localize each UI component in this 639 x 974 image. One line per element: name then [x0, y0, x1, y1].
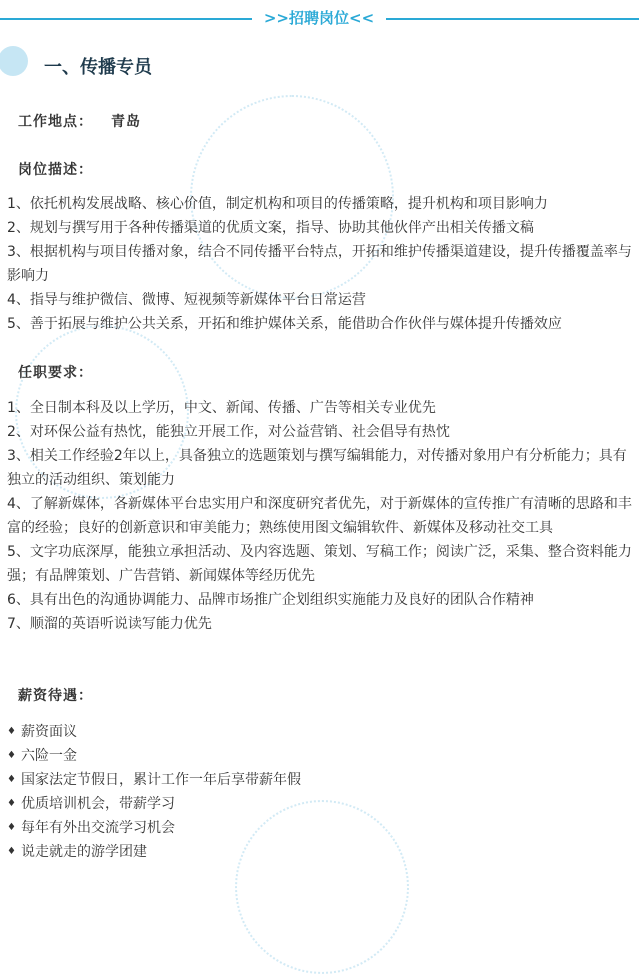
benefit-text: 优质培训机会，带薪学习	[21, 796, 175, 812]
list-item	[7, 816, 633, 840]
list-item: 3、相关工作经验2年以上，具备独立的选题策划与撰写编辑能力，对传播对象用户有分析能力；具有独立的活动组织、策划能力	[7, 448, 627, 488]
benefit-text: 国家法定节假日，累计工作一年后享带薪年假	[21, 772, 301, 788]
diamond-bullet-icon: ♦	[7, 750, 16, 761]
benefit-text: 薪资面议	[21, 724, 77, 740]
list-item	[7, 768, 633, 792]
description-heading: 岗位描述：	[18, 162, 93, 178]
location-row	[18, 112, 141, 132]
list-item: 4、了解新媒体，各新媒体平台忠实用户和深度研究者优先，对于新媒体的宣传推广有清晰的思路和丰富的经验；良好的创新意识和审美能力；熟练使用图文编辑软件、新媒体及移动社交工具	[7, 496, 632, 536]
list-item: 3、根据机构与项目传播对象，结合不同传播平台特点，开拓和维护传播渠道建设，提升传播覆盖率与影响力	[7, 244, 632, 284]
requirements-list	[7, 396, 633, 636]
benefits-heading: 薪资待遇：	[18, 688, 93, 704]
benefit-text: 每年有外出交流学习机会	[21, 820, 175, 836]
diamond-bullet-icon: ♦	[7, 726, 16, 737]
requirements-heading: 任职要求：	[18, 365, 93, 381]
list-item: 1、全日制本科及以上学历，中文、新闻、传播、广告等相关专业优先	[7, 400, 436, 416]
position-title: 一、传播专员	[44, 57, 152, 78]
diamond-bullet-icon: ♦	[7, 774, 16, 785]
list-item: 4、指导与维护微信、微博、短视频等新媒体平台日常运营	[7, 292, 366, 308]
list-item: 1、依托机构发展战略、核心价值，制定机构和项目的传播策略，提升机构和项目影响力	[7, 196, 548, 212]
location-value: 青岛	[111, 114, 141, 130]
diamond-bullet-icon: ♦	[7, 798, 16, 809]
list-item: 2、对环保公益有热忱，能独立开展工作，对公益营销、社会倡导有热忱	[7, 424, 450, 440]
decorative-circle-icon	[0, 46, 28, 76]
list-item: 5、善于拓展与维护公共关系，开拓和维护媒体关系，能借助合作伙伴与媒体提升传播效应	[7, 316, 562, 332]
diamond-bullet-icon: ♦	[7, 846, 16, 857]
section-header	[0, 7, 639, 29]
diamond-bullet-icon: ♦	[7, 822, 16, 833]
list-item	[7, 720, 633, 744]
list-item	[7, 840, 633, 864]
list-item: 7、顺溜的英语听说读写能力优先	[7, 616, 212, 632]
list-item: 2、规划与撰写用于各种传播渠道的优质文案，指导、协助其他伙伴产出相关传播文稿	[7, 220, 534, 236]
header-divider-left	[0, 18, 252, 20]
location-label: 工作地点：	[18, 114, 93, 130]
header-title: >>招聘岗位<<	[263, 9, 375, 27]
description-list	[7, 192, 633, 336]
list-item	[7, 744, 633, 768]
list-item: 6、具有出色的沟通协调能力、品牌市场推广企划组织实施能力及良好的团队合作精神	[7, 592, 534, 608]
benefits-list	[7, 720, 633, 864]
list-item: 5、文字功底深厚，能独立承担活动、及内容选题、策划、写稿工作；阅读广泛，采集、整合资料能力强；有品牌策划、广告营销、新闻媒体等经历优先	[7, 544, 632, 584]
header-divider-right	[386, 18, 639, 20]
benefit-text: 六险一金	[21, 748, 77, 764]
list-item	[7, 792, 633, 816]
benefit-text: 说走就走的游学团建	[21, 844, 147, 860]
